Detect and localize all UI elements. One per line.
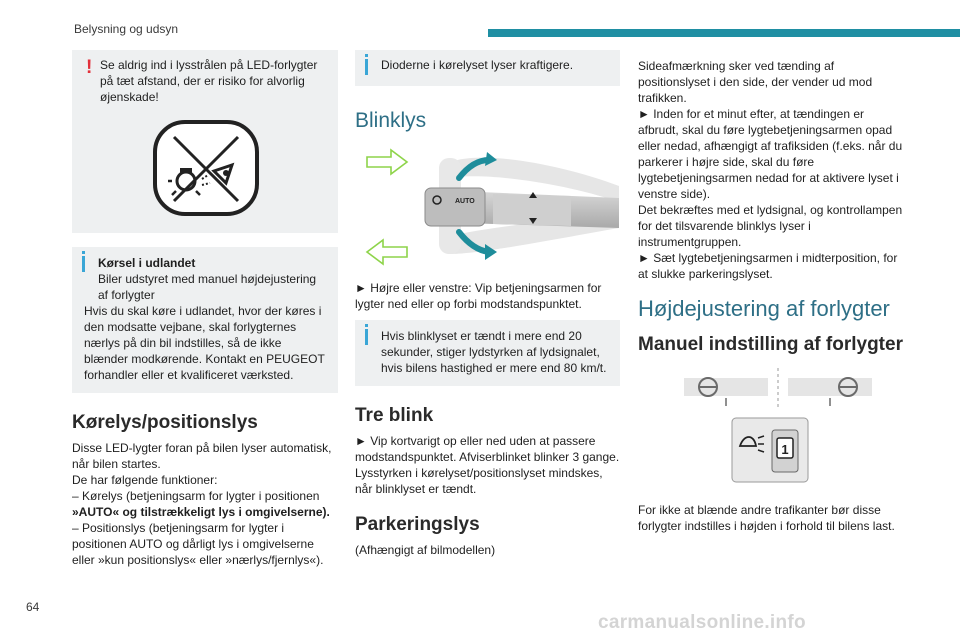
col3-line-4: ► Sæt lygtebetjeningsarmen i midterposition, for at slukke parkeringslyset. <box>638 251 898 281</box>
warning-box <box>72 50 338 233</box>
warning-text: Se aldrig ind i lysstrålen på LED-forlygter på tæt afstand, der er risiko for alvorlig øjenskade! <box>100 58 318 104</box>
header-title: Belysning og udsyn <box>74 22 179 36</box>
headlamp-dial-icon <box>638 416 904 488</box>
col3-line-1: Sideafmærkning sker ved tænding af positionslyset i den side, der vender ud mod trafikken. <box>638 59 873 105</box>
heading-manuel: Manuel indstilling af forlygter <box>638 334 903 355</box>
heading-korelys: Kørelys/positionslys <box>72 412 258 433</box>
info-title: Kørsel i udlandet <box>98 256 196 270</box>
body-line-4: »AUTO« og tilstrækkeligt lys i omgivelserne). <box>72 505 330 519</box>
no-look-led-sign-icon <box>84 119 328 217</box>
watermark: carmanualsonline.info <box>598 612 806 633</box>
vehicle-level-icon <box>638 364 904 408</box>
warning-icon: ! <box>86 57 93 78</box>
body-line-5: – Positionslys (betjeningsarm for lygter i <box>72 521 285 535</box>
col3-footer-text: For ikke at blænde andre trafikanter bør disse forlygter indstilles i højden i forhold til bilens last. <box>638 503 895 533</box>
heading-hojdejustering: Højdejustering af forlygter <box>638 296 890 321</box>
arrow-left-icon <box>365 238 409 266</box>
korelys-body <box>72 440 338 568</box>
info-box-20-sekunder <box>355 320 620 386</box>
body-line-1: Disse LED-lygter foran på bilen lyser automatisk, når bilen startes. <box>72 441 332 471</box>
col3-line-3: Det bekræftes med et lydsignal, og kontrollampen for det tilsvarende blinklys lyser i instrumentgruppen. <box>638 203 903 249</box>
info-box-udlandet <box>72 247 338 393</box>
column-2 <box>355 50 620 558</box>
blinker-illustration <box>355 146 620 266</box>
heading-tre-blink: Tre blink <box>355 405 434 426</box>
info-line-1: Biler udstyret med manuel højdejustering af forlygter <box>98 272 317 302</box>
tre-text-2: Lysstyrken i kørelyset/positionslyset mindskes, når blinklyset er tændt. <box>355 466 603 496</box>
column-1 <box>72 50 338 568</box>
body-line-7: eller »kun positionslys« eller »nærlys/fjernlys«). <box>72 553 324 567</box>
dioder-text: Dioderne i kørelyset lyser kraftigere. <box>381 58 574 72</box>
header-accent-bar <box>488 29 960 37</box>
tre-text-1: ► Vip kortvarigt op eller ned uden at passere modstandspunktet. Afviserblinket blinker 3 gange. <box>355 434 620 464</box>
body-line-3: – Kørelys (betjeningsarm for lygter i positionen <box>72 489 320 503</box>
body-line-2: De har følgende funktioner: <box>72 473 218 487</box>
heading-blinklys: Blinklys <box>355 109 427 132</box>
heading-parkeringslys: Parkeringslys <box>355 514 480 535</box>
info-box-dioder <box>355 50 620 86</box>
column-3 <box>638 58 904 534</box>
park-text: (Afhængigt af bilmodellen) <box>355 543 496 557</box>
blink-text: ► Højre eller venstre: Vip betjeningsarmen for lygter ned eller op forbi modstandspunktet. <box>355 281 602 311</box>
info-line-2: Hvis du skal køre i udlandet, hvor der køres i den modsatte vejbane, skal forlygternes nærlys på din bil indstilles, så de ikke blænder modkørende. Kontakt en PEUGEOT forhandler eller et kvalificeret værksted. <box>84 304 325 382</box>
light-stalk-icon <box>421 142 619 268</box>
stalk-auto-label: AUTO <box>455 198 475 205</box>
page-number: 64 <box>26 600 40 614</box>
arrow-right-icon <box>365 148 409 176</box>
info-20-text: Hvis blinklyset er tændt i mere end 20 sekunder, stiger lydstyrken af lydsignalet, hvis bilens hastighed er mere end 80 km/t. <box>381 329 607 375</box>
body-line-6: positionen AUTO og dårligt lys i omgivelserne <box>72 537 314 551</box>
col3-line-2: ► Inden for et minut efter, at tændingen er afbrudt, skal du føre lygtebetjeningsarmen opad eller nedad, afhængigt af trafiksiden (f.eks. når du parkerer i højre side, skal du føre lygtebetjeningsarmen nedad for at aktivere lyset i venstre side). <box>638 107 903 201</box>
dial-value: 1 <box>781 442 789 457</box>
